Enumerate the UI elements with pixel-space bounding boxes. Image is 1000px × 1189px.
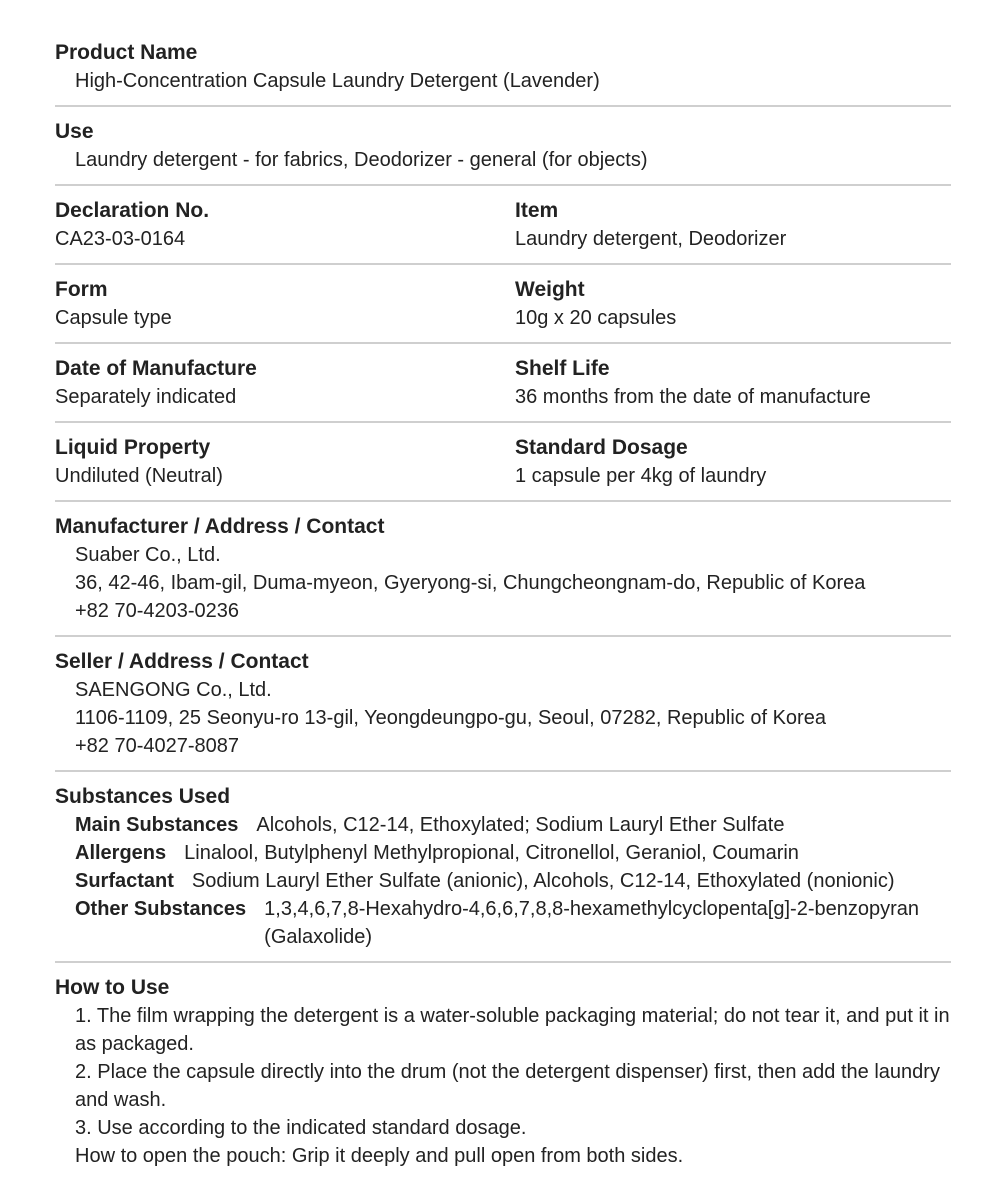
weight-label: Weight bbox=[515, 278, 585, 301]
date-of-manufacture-field bbox=[55, 354, 515, 411]
allergens-value: Linalool, Butylphenyl Methylpropional, Citronellol, Geraniol, Coumarin bbox=[184, 842, 799, 864]
other-substances-key: Other Substances bbox=[75, 898, 247, 920]
substances-label: Substances Used bbox=[55, 785, 231, 808]
how-to-open-pouch: How to open the pouch: Grip it deeply and pull open from both sides. bbox=[75, 1145, 684, 1167]
how-to-use-step: 3. Use according to the indicated standard dosage. bbox=[75, 1117, 527, 1139]
manufacturer-section bbox=[55, 512, 951, 637]
how-to-use-step: 2. Place the capsule directly into the drum (not the detergent dispenser) first, then add the laundry and wash. bbox=[75, 1061, 940, 1111]
seller-section bbox=[55, 647, 951, 772]
use-label: Use bbox=[55, 120, 94, 143]
how-to-use-section bbox=[55, 973, 951, 1180]
seller-name: SAENGONG Co., Ltd. bbox=[75, 679, 272, 701]
item-field bbox=[515, 196, 951, 253]
declaration-label: Declaration No. bbox=[55, 199, 210, 222]
shelf-life-label: Shelf Life bbox=[515, 357, 610, 380]
allergens-row bbox=[55, 839, 951, 867]
liquid-dosage-row bbox=[55, 433, 951, 502]
liquid-property-label: Liquid Property bbox=[55, 436, 211, 459]
declaration-value: CA23-03-0164 bbox=[55, 228, 186, 250]
surfactant-key: Surfactant bbox=[75, 870, 174, 892]
standard-dosage-label: Standard Dosage bbox=[515, 436, 688, 459]
manufacturer-phone: +82 70-4203-0236 bbox=[75, 600, 240, 622]
date-of-manufacture-value: Separately indicated bbox=[55, 386, 237, 408]
declaration-field bbox=[55, 196, 515, 253]
weight-value: 10g x 20 capsules bbox=[515, 307, 677, 329]
form-label: Form bbox=[55, 278, 108, 301]
main-substances-row bbox=[55, 811, 951, 839]
liquid-property-field bbox=[55, 433, 515, 490]
surfactant-row bbox=[55, 867, 951, 895]
shelf-life-field bbox=[515, 354, 951, 411]
main-substances-value: Alcohols, C12-14, Ethoxylated; Sodium Lauryl Ether Sulfate bbox=[256, 814, 785, 836]
substances-section bbox=[55, 782, 951, 963]
standard-dosage-value: 1 capsule per 4kg of laundry bbox=[515, 465, 767, 487]
date-of-manufacture-label: Date of Manufacture bbox=[55, 357, 257, 380]
other-substances-value: 1,3,4,6,7,8-Hexahydro-4,6,6,7,8,8-hexamethylcyclopenta[g]-2-benzopyran (Galaxolide) bbox=[264, 898, 920, 948]
allergens-key: Allergens bbox=[75, 842, 167, 864]
product-name-label: Product Name bbox=[55, 41, 198, 64]
other-substances-row bbox=[55, 895, 951, 951]
manufacturer-address: 36, 42-46, Ibam-gil, Duma-myeon, Gyeryong-si, Chungcheongnam-do, Republic of Korea bbox=[75, 572, 866, 594]
form-value: Capsule type bbox=[55, 307, 172, 329]
use-value: Laundry detergent - for fabrics, Deodorizer - general (for objects) bbox=[75, 149, 648, 171]
liquid-property-value: Undiluted (Neutral) bbox=[55, 465, 223, 487]
surfactant-value: Sodium Lauryl Ether Sulfate (anionic), Alcohols, C12-14, Ethoxylated (nonionic) bbox=[191, 870, 895, 892]
use-section bbox=[55, 117, 951, 186]
product-name-section bbox=[55, 38, 951, 107]
manufacturer-name: Suaber Co., Ltd. bbox=[75, 544, 221, 566]
seller-label: Seller / Address / Contact bbox=[55, 650, 309, 673]
form-field bbox=[55, 275, 515, 332]
standard-dosage-field bbox=[515, 433, 951, 490]
main-substances-key: Main Substances bbox=[75, 814, 239, 836]
product-name-value: High-Concentration Capsule Laundry Detergent (Lavender) bbox=[75, 70, 600, 92]
item-label: Item bbox=[515, 199, 559, 222]
declaration-item-row bbox=[55, 196, 951, 265]
weight-field bbox=[515, 275, 951, 332]
item-value: Laundry detergent, Deodorizer bbox=[515, 228, 787, 250]
manufacture-shelf-row bbox=[55, 354, 951, 423]
manufacturer-label: Manufacturer / Address / Contact bbox=[55, 515, 385, 538]
seller-phone: +82 70-4027-8087 bbox=[75, 735, 240, 757]
form-weight-row bbox=[55, 275, 951, 344]
how-to-use-label: How to Use bbox=[55, 976, 170, 999]
seller-address: 1106-1109, 25 Seonyu-ro 13-gil, Yeongdeungpo-gu, Seoul, 07282, Republic of Korea bbox=[75, 707, 826, 729]
shelf-life-value: 36 months from the date of manufacture bbox=[515, 386, 871, 408]
how-to-use-step: 1. The film wrapping the detergent is a water-soluble packaging material; do not tear it, and put it in as packaged. bbox=[75, 1005, 950, 1055]
